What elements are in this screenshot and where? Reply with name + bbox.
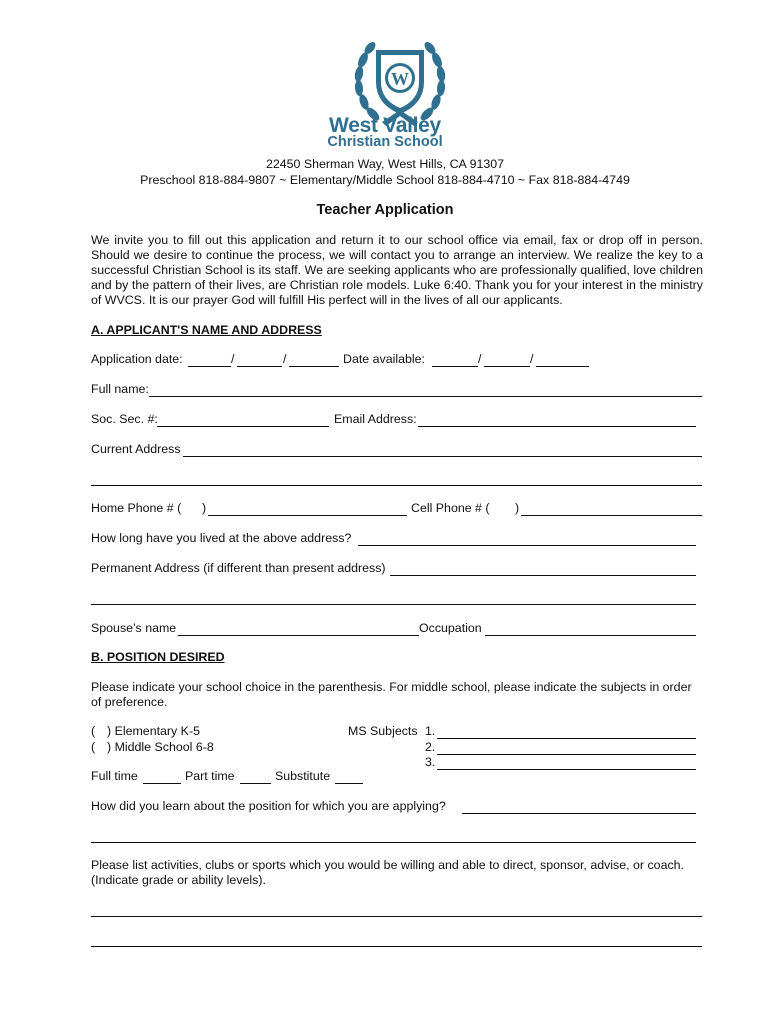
permanent-address-field-line2[interactable] [91,604,696,605]
permanent-address-field[interactable] [390,575,696,576]
part-time-label: Part time [185,769,235,783]
full-name-field[interactable] [149,396,702,397]
full-time-label: Full time [91,769,138,783]
current-address-label: Current Address [91,442,181,456]
email-field[interactable] [418,426,696,427]
ssn-field[interactable] [157,426,329,427]
ms-subjects-label: MS Subjects [348,724,418,738]
full-time-field[interactable] [143,783,181,784]
available-year-field[interactable] [536,366,589,367]
paren-close: ) [202,501,207,515]
activities-label: Please list activities, clubs or sports which you would be willing and able to direct, sponsor, advise, or coach. (Indicate grade or ability levels). [91,858,684,887]
date-available-label: Date available: [343,352,425,366]
email-label: Email Address: [334,412,417,426]
intro-paragraph: We invite you to fill out this application and return it to our school office via email, fax or drop off in person. Should we desire to continue the process, we will contact you to arrange an interview. We realize the key to a successful Christian School is its staff. We are seeking applicants who are professionally qualified, love children and by the pattern of their lives, are Christian role models. Luke 6:40. Thank you for your interest in the ministry of WVCS. It is our prayer God will fulfill His perfect will in the lives of all our applicants. [91,233,703,307]
cell-phone-label: Cell Phone # ( [411,501,490,515]
school-address: 22450 Sherman Way, West Hills, CA 91307 [265,157,505,171]
permanent-address-label: Permanent Address (if different than present address) [91,561,386,575]
date-slash: / [283,352,287,366]
position-instructions: Please indicate your school choice in the parenthesis. For middle school, please indicate the subjects in order of preference. [91,680,692,709]
available-month-field[interactable] [432,366,478,367]
paren-open: ( [91,724,96,738]
choice-elementary[interactable]: ) Elementary K-5 [107,724,200,738]
home-phone-label: Home Phone # ( [91,501,182,515]
form-title: Teacher Application [316,202,454,218]
choice-middle-school[interactable]: ) Middle School 6-8 [107,740,214,754]
learn-about-field[interactable] [462,813,696,814]
spouse-label: Spouse’s name [91,621,177,635]
date-slash: / [231,352,235,366]
substitute-field[interactable] [335,783,363,784]
date-slash: / [530,352,534,366]
available-day-field[interactable] [484,366,530,367]
application-day-field[interactable] [237,366,282,367]
subject-3-field[interactable] [437,769,696,770]
subject-2-label: 2. [425,740,436,754]
cell-phone-field[interactable] [521,515,702,516]
date-slash: / [478,352,482,366]
section-b-heading: B. POSITION DESIRED [91,650,225,664]
activities-field-line1[interactable] [91,916,702,917]
learn-about-label: How did you learn about the position for which you are applying? [91,799,446,813]
home-phone-field[interactable] [208,515,407,516]
spouse-field[interactable] [178,635,419,636]
subject-3-label: 3. [425,755,436,769]
current-address-field[interactable] [183,456,702,457]
substitute-label: Substitute [275,769,331,783]
subject-1-field[interactable] [437,738,696,739]
school-name-line2: Christian School [327,134,443,150]
paren-close: ) [515,501,520,515]
full-name-label: Full name: [91,382,149,396]
how-long-field[interactable] [358,545,696,546]
current-address-field-line2[interactable] [91,485,702,486]
learn-about-field-line2[interactable] [91,842,696,843]
school-phones: Preschool 818-884-9807 ~ Elementary/Middle School 818-884-4710 ~ Fax 818-884-4749 [140,173,630,187]
application-date-label: Application date: [91,352,183,366]
paren-open: ( [91,740,96,754]
application-year-field[interactable] [289,366,339,367]
occupation-field[interactable] [485,635,696,636]
section-a-heading: A. APPLICANT'S NAME AND ADDRESS [91,323,322,337]
part-time-field[interactable] [240,783,271,784]
subject-2-field[interactable] [437,754,696,755]
application-month-field[interactable] [188,366,231,367]
occupation-label: Occupation [419,621,482,635]
activities-field-line2[interactable] [91,946,702,947]
how-long-label: How long have you lived at the above address? [91,531,352,545]
school-name-line1: West Valley [329,114,441,137]
logo-letter: W [391,69,409,89]
ssn-label: Soc. Sec. #: [91,412,158,426]
subject-1-label: 1. [425,724,436,738]
